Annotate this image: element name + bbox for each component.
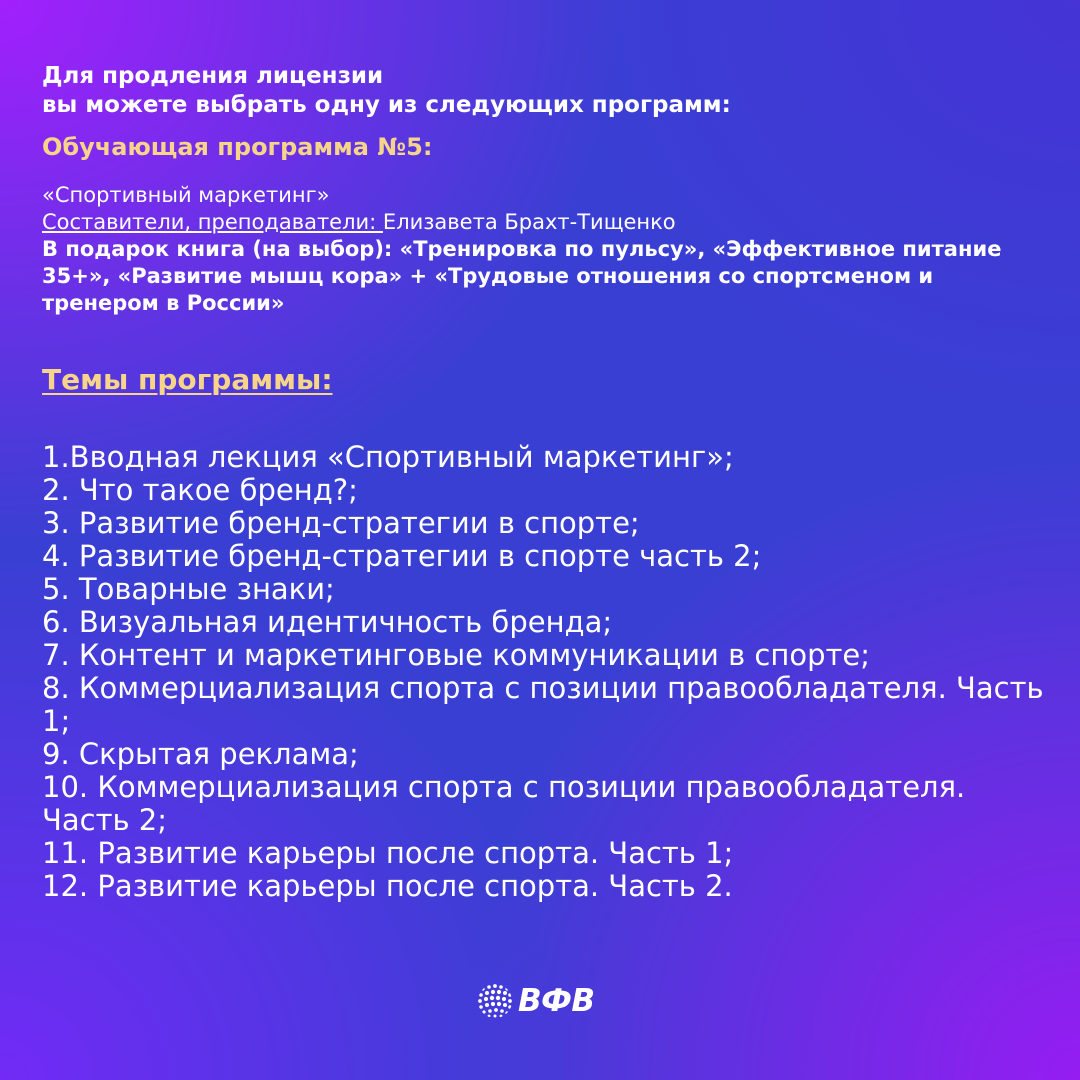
- topic-item: 12. Развитие карьеры после спорта. Часть 2.: [42, 869, 733, 903]
- volleyball-icon: [476, 982, 514, 1020]
- vfv-logo: [476, 978, 606, 1024]
- program-gift: В подарок книга (на выбор): «Тренировка по пульсу», «Эффективное питание 35+», «Развитие мышц кора» + «Трудовые отношения со спортсменом и тренером в России»: [42, 237, 1002, 315]
- topic-item: 7. Контент и маркетинговые коммуникации в спорте;: [42, 638, 870, 672]
- intro-text: [42, 62, 1052, 120]
- program-name: «Спортивный маркетинг»: [42, 183, 330, 207]
- authors-label: Составители, преподаватели:: [42, 210, 383, 234]
- topic-item: 10. Коммерциализация спорта с позиции правообладателя. Часть 2;: [42, 770, 966, 837]
- topic-item: 5. Товарные знаки;: [42, 572, 335, 606]
- topic-item: 1.Вводная лекция «Спортивный маркетинг»;: [42, 440, 734, 474]
- topic-item: 9. Скрытая реклама;: [42, 737, 359, 771]
- program-authors: [42, 209, 1052, 236]
- topics-heading: Темы программы:: [42, 363, 333, 396]
- program-info: [42, 182, 1052, 317]
- topic-item: 2. Что такое бренд?;: [42, 473, 358, 507]
- topic-item: 3. Развитие бренд-стратегии в спорте;: [42, 506, 640, 540]
- topic-item: 6. Визуальная идентичность бренда;: [42, 605, 613, 639]
- content: [42, 62, 1052, 903]
- topic-item: 8. Коммерциализация спорта с позиции правообладателя. Часть 1;: [42, 671, 1044, 738]
- intro-line-1: Для продления лицензии: [42, 63, 384, 89]
- authors-value: Елизавета Брахт-Тищенко: [382, 210, 676, 234]
- topics-list: [42, 441, 1052, 903]
- program-title: Обучающая программа №5:: [42, 133, 433, 161]
- topic-item: 11. Развитие карьеры после спорта. Часть 1;: [42, 836, 734, 870]
- logo-text: ВФВ: [518, 983, 595, 1019]
- intro-line-2: вы можете выбрать одну из следующих программ:: [42, 92, 731, 118]
- topic-item: 4. Развитие бренд-стратегии в спорте часть 2;: [42, 539, 762, 573]
